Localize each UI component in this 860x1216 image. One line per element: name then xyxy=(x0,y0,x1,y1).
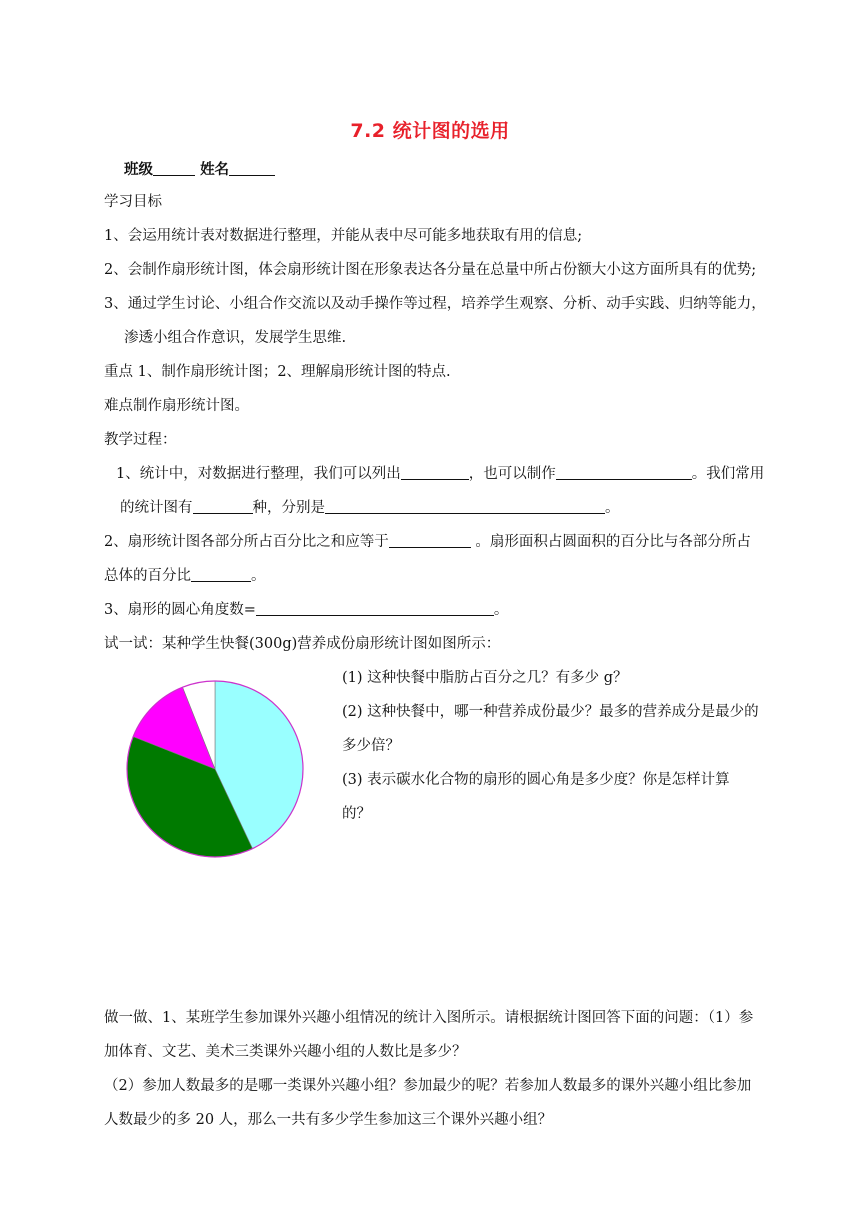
text: 。我们常用 xyxy=(691,466,765,482)
exercise-line-4: 人数最少的多 20 人，那么一共有多少学生参加这三个课外兴趣小组？ xyxy=(104,1112,553,1128)
answer-blank[interactable] xyxy=(193,499,253,514)
text: 2、扇形统计图各部分所占百分比之和应等于 xyxy=(104,534,389,550)
text: 。扇形面积占圆面积的百分比与各部分所占 xyxy=(470,534,751,550)
text: 。 xyxy=(605,500,620,516)
key-points: 重点 1、制作扇形统计图；2、理解扇形统计图的特点. xyxy=(104,364,451,380)
process-item-1 xyxy=(116,462,764,483)
class-label: 班级 xyxy=(124,162,153,178)
exercise-line-3: （2）参加人数最多的是哪一类课外兴趣小组？参加最少的呢？若参加人数最多的课外兴趣小组比参加 xyxy=(104,1078,752,1094)
class-blank[interactable] xyxy=(153,161,195,176)
text: 。 xyxy=(493,602,509,618)
process-item-2-cont xyxy=(104,564,266,585)
question-2-cont: 多少倍？ xyxy=(342,738,400,754)
exercise-line-2: 加体育、文艺、美术三类课外兴趣小组的人数比是多少？ xyxy=(104,1044,467,1060)
text: 总体的百分比 xyxy=(104,568,191,584)
answer-blank[interactable] xyxy=(401,465,469,480)
process-item-2 xyxy=(104,530,751,551)
name-label: 姓名 xyxy=(200,162,230,178)
nutrition-pie-chart xyxy=(120,674,310,864)
objective-1: 1、会运用统计表对数据进行整理，并能从表中尽可能多地获取有用的信息; xyxy=(104,228,583,244)
question-2: (2) 这种快餐中，哪一种营养成份最少？最多的营养成分是最少的 xyxy=(342,704,759,720)
question-1: (1) 这种快餐中脂肪占百分之几？有多少 g？ xyxy=(342,670,628,686)
process-heading: 教学过程： xyxy=(104,432,177,448)
answer-blank[interactable] xyxy=(191,567,251,582)
process-item-3 xyxy=(104,598,508,619)
objective-2: 2、会制作扇形统计图，体会扇形统计图在形象表达各分量在总量中所占份额大小这方面所具有的优势; xyxy=(104,262,757,278)
text: ，也可以制作 xyxy=(468,466,556,482)
process-item-1-cont xyxy=(120,496,620,517)
objective-3: 3、通过学生讨论、小组合作交流以及动手操作等过程，培养学生观察、分析、动手实践、归纳等能力， xyxy=(104,296,766,312)
text: 种，分别是 xyxy=(252,500,325,516)
question-3-cont: 的？ xyxy=(342,806,371,822)
pie-slices xyxy=(127,681,303,857)
answer-blank[interactable] xyxy=(389,533,471,548)
text: 。 xyxy=(251,568,266,584)
try-intro: 试一试：某种学生快餐(300g)营养成份扇形统计图如图所示： xyxy=(104,636,501,652)
answer-blank[interactable] xyxy=(256,601,494,616)
answer-blank[interactable] xyxy=(556,465,692,480)
answer-blank[interactable] xyxy=(325,499,605,514)
question-3: (3) 表示碳水化合物的扇形的圆心角是多少度？你是怎样计算 xyxy=(342,772,730,788)
text: 1、统计中，对数据进行整理，我们可以列出 xyxy=(116,466,401,482)
text: 3、扇形的圆心角度数= xyxy=(104,602,256,618)
exercise-line-1: 做一做、1、某班学生参加课外兴趣小组情况的统计入图所示。请根据统计图回答下面的问题：（1）参 xyxy=(104,1010,754,1026)
text: 的统计图有 xyxy=(120,500,193,516)
page-title: 7.2 统计图的选用 xyxy=(350,120,510,142)
student-info xyxy=(124,158,275,179)
name-blank[interactable] xyxy=(229,161,275,176)
objective-3-cont: 渗透小组合作意识，发展学生思维. xyxy=(124,330,347,346)
difficulty: 难点制作扇形统计图。 xyxy=(104,398,249,414)
objectives-heading: 学习目标 xyxy=(104,194,162,210)
